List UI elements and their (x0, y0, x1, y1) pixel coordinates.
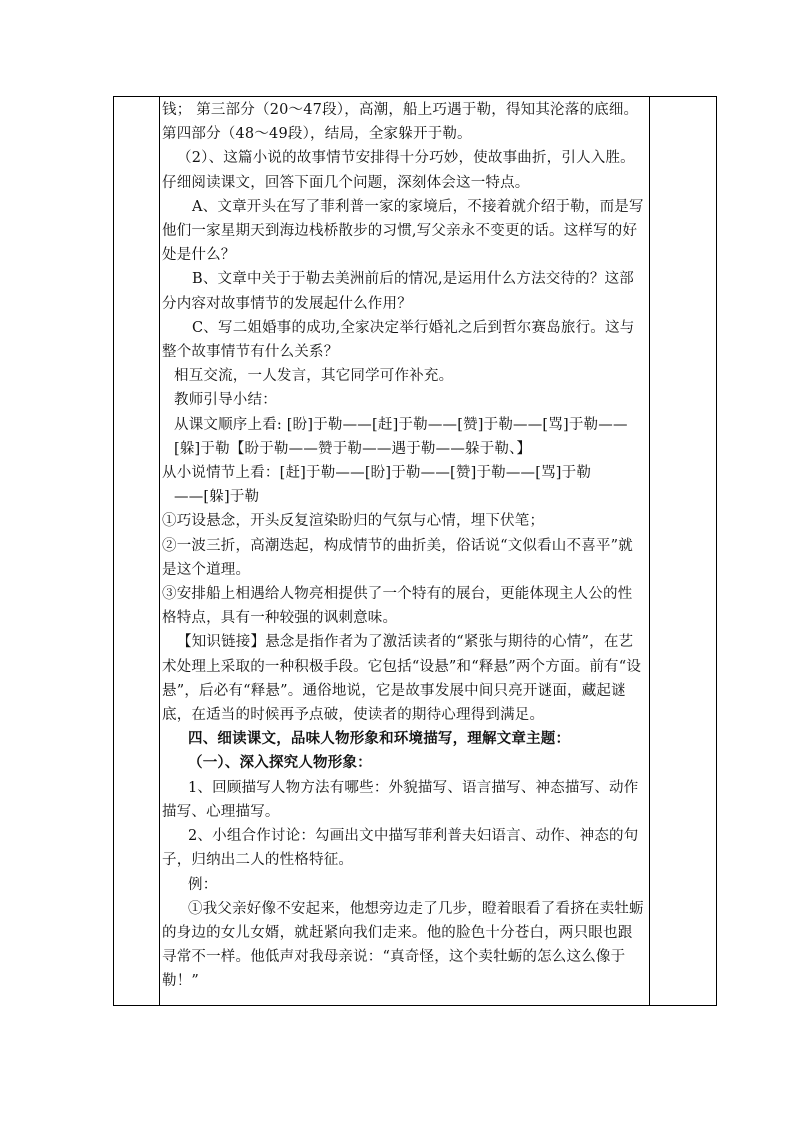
paragraph-question-b: B、文章中关于于勒去美洲前后的情况,是运用什么方法交待的？这部分内容对故事情节的发展起什么作用？ (162, 271, 634, 312)
paragraph-point-2: ②一波三折，高潮迭起，构成情节的曲折美，俗话说“文似看山不喜平”就是这个道理。 (162, 537, 633, 578)
section-heading-4: 四、细读课文，品味人物形象和环境描写，理解文章主题： (188, 730, 571, 748)
paragraph-question-c: C、写二姐婚事的成功,全家决定举行婚礼之后到哲尔赛岛旅行。这与整个故事情节有什么关系？ (162, 319, 635, 361)
paragraph-point-1: ①巧设悬念，开头反复渲染盼归的气氛与心情，埋下伏笔； (162, 513, 545, 530)
document-body (162, 98, 647, 994)
paragraph-plot-order-cont: ——[躲]于勒 (174, 489, 260, 506)
paragraph-text-order: 从课文顺序上看: [盼]于勒——[赶]于勒——[赞]于勒——[骂]于勒——[躲]于勒【盼于勒——赞于勒——遇于勒——躲于勒、】 (174, 416, 628, 457)
paragraph-knowledge-link: 【知识链接】悬念是指作者为了激活读者的“紧张与期待的心情”，在艺术处理上采取的一种积极手段。它包括“设悬”和“释悬”两个方面。前有“设悬”，后必有“释悬”。通俗地说，它是故事发展中间只亮开谜面，藏起谜底，在适当的时候再予点破，使读者的期待心理得到满足。 (162, 634, 642, 724)
paragraph-point-3: ③安排船上相遇给人物亮相提供了一个特有的展台，更能体现主人公的性格特点，具有一种较强的讽刺意味。 (162, 586, 633, 627)
paragraph-question-2: （2）、这篇小说的故事情节安排得十分巧妙，使故事曲折，引人入胜。仔细阅读课文，回答下面几个问题，深刻体会这一特点。 (162, 150, 635, 191)
paragraph-teacher-summary: 教师引导小结： (174, 392, 277, 409)
paragraph-example-1: ①我父亲好像不安起来，他想旁边走了几步，瞪着眼看了看挤在卖牡蛎的身边的女儿女婿，就赶紧向我们走来。他的脸色十分苍白，两只眼也跟寻常不一样。他低声对我母亲说：“真奇怪，这个卖牡蛎的怎么这么像于勒！” (162, 900, 644, 990)
paragraph-exchange: 相互交流，一人发言，其它同学可作补充。 (174, 368, 454, 385)
paragraph-question-a: A、文章开头在写了菲利普一家的家境后，不接着就介绍于勒，而是写他们一家星期天到海边栈桥散步的习惯,写父亲永不变更的话。这样写的好处是什么？ (162, 198, 644, 264)
subsection-heading-1: （一）、深入探究人物形象： (188, 754, 372, 772)
paragraph-plot-order: 从小说情节上看：[赶]于勒——[盼]于勒——[赞]于勒——[骂]于勒 (162, 465, 592, 482)
paragraph-example-label: 例： (188, 876, 218, 893)
paragraph-item-1: 1、回顾描写人物方法有哪些：外貌描写、语言描写、神态描写、动作描写、心理描写。 (162, 779, 639, 820)
table-column-divider-right (649, 97, 650, 1005)
table-column-divider-left (159, 97, 160, 1005)
paragraph-item-2: 2、小组合作讨论：勾画出文中描写菲利普夫妇语言、动作、神态的句子，归纳出二人的性格特征。 (162, 828, 639, 869)
paragraph-structure-parts: 钱； 第三部分（20～47段），高潮，船上巧遇于勒，得知其沦落的底细。 第四部分（48～49段），结局，全家躲开于勒。 (162, 102, 639, 143)
